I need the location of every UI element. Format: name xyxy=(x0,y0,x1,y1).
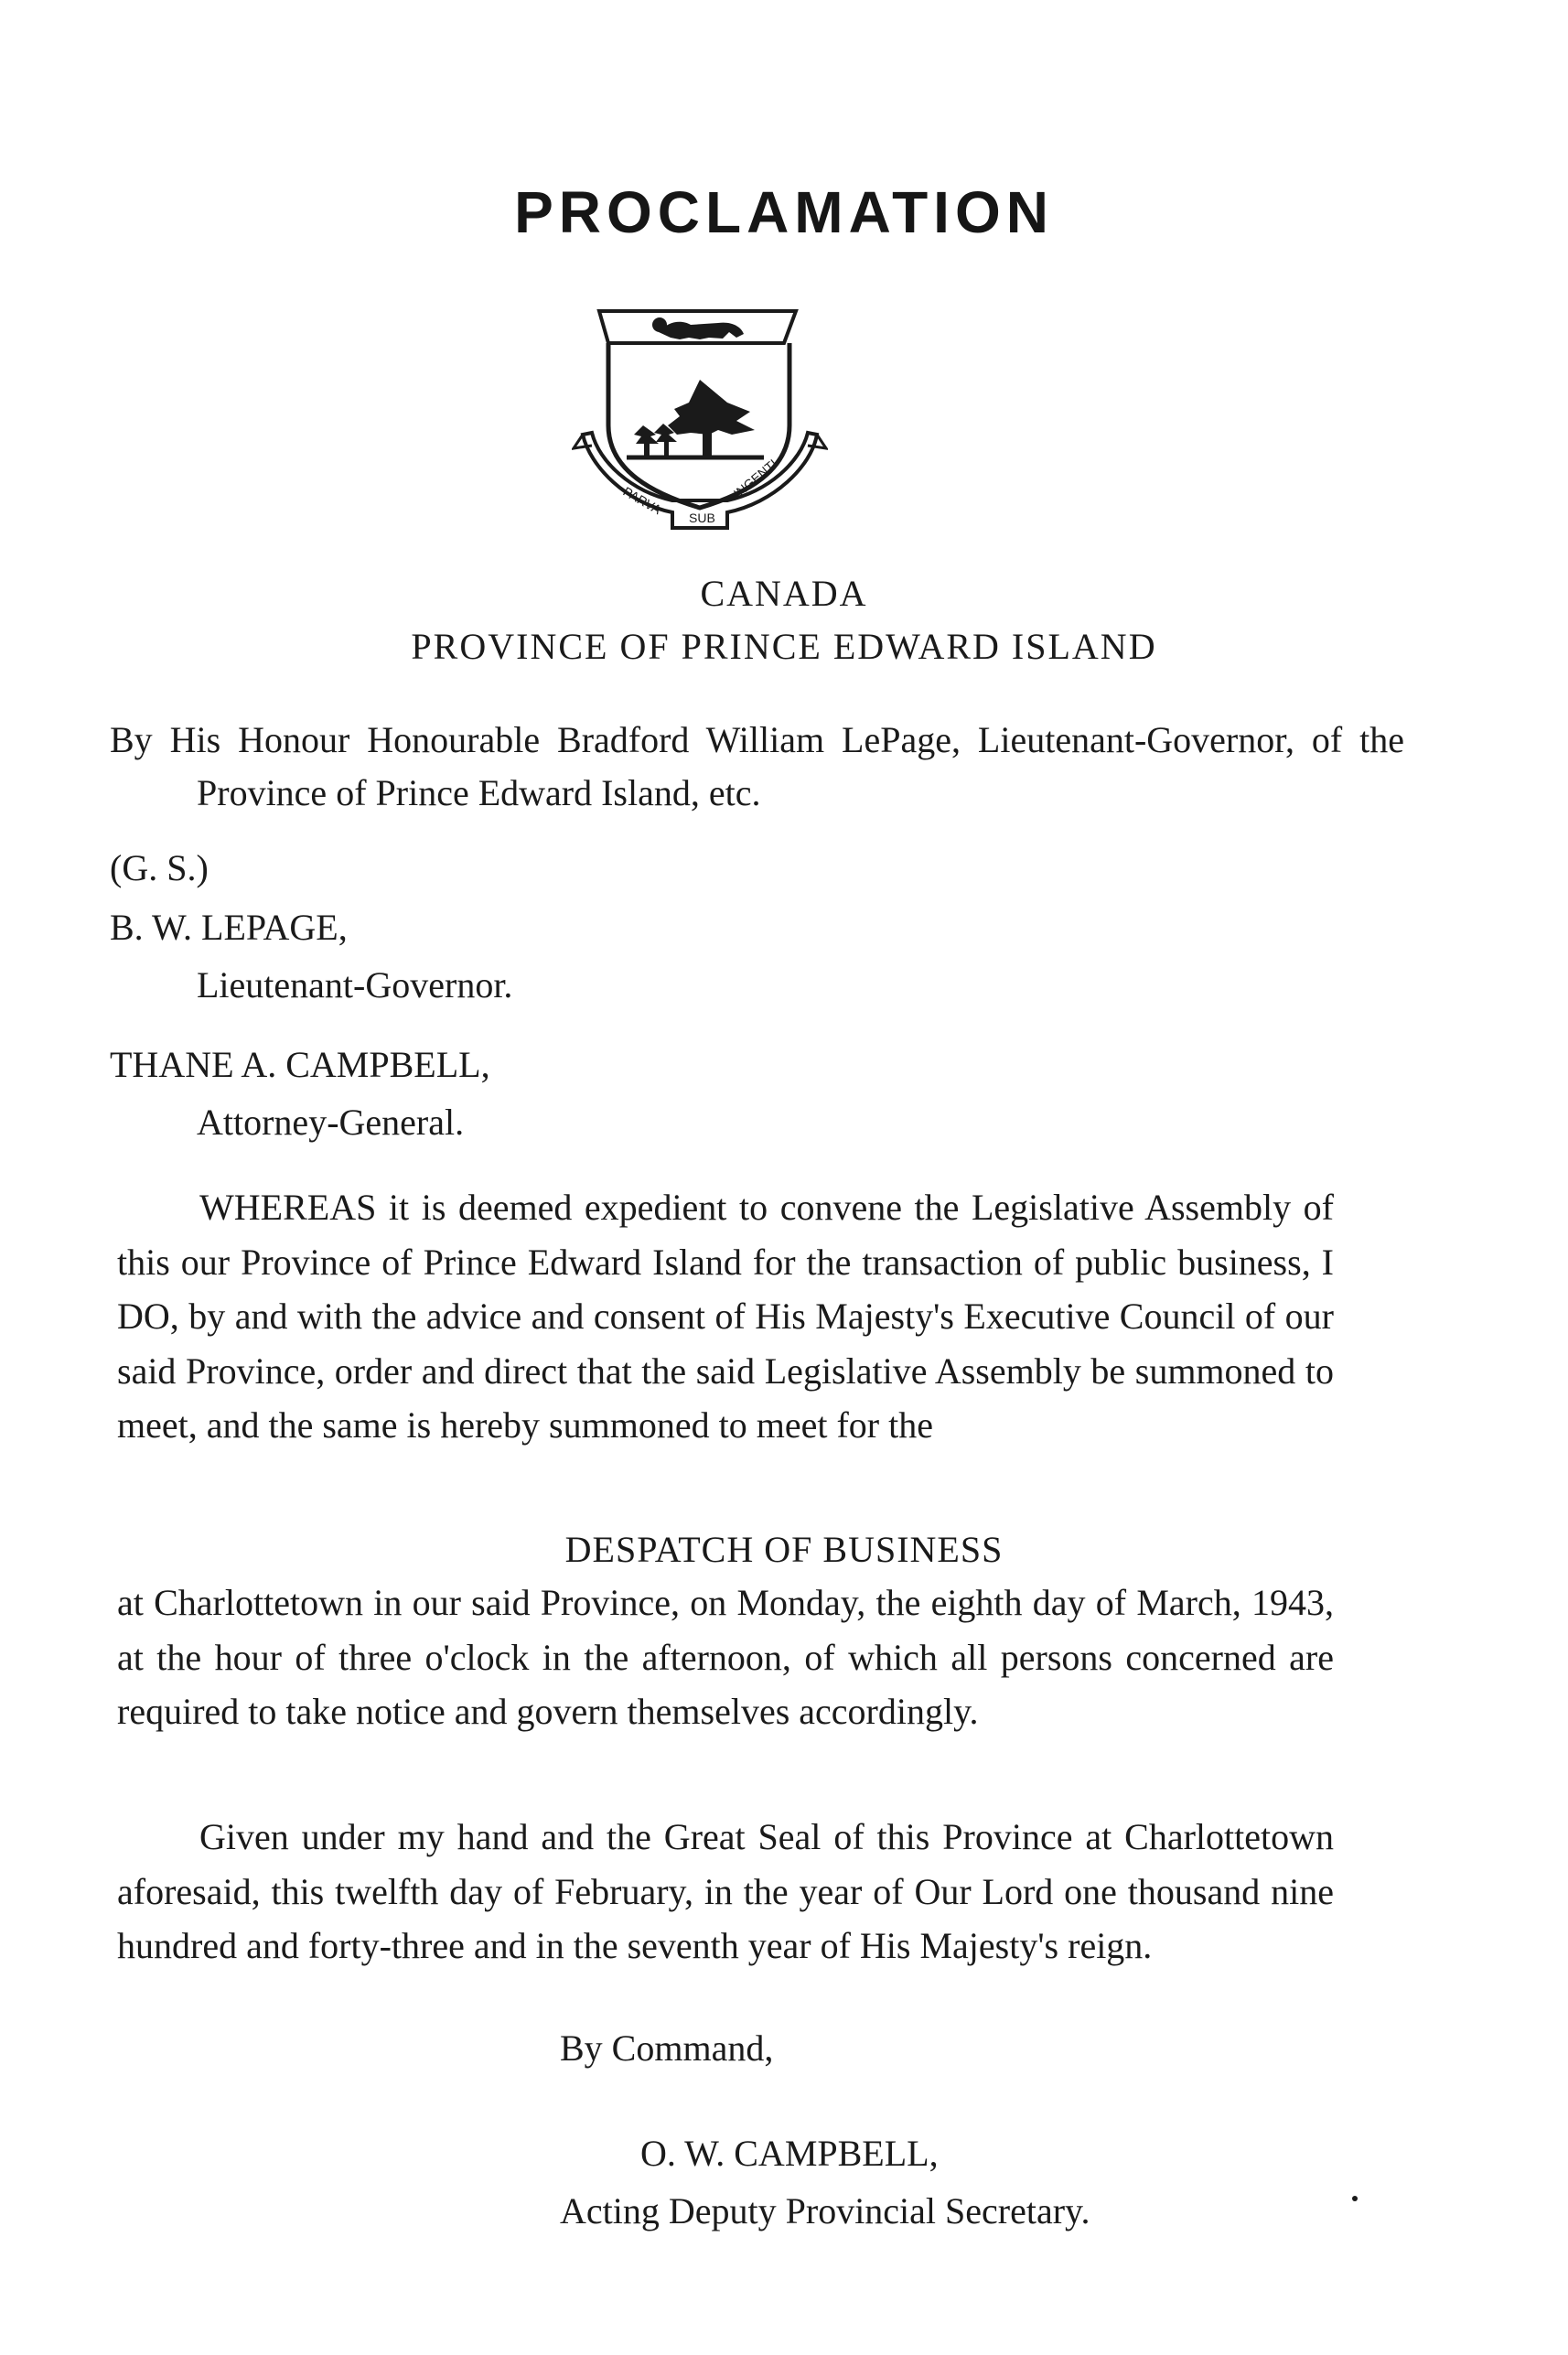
motto-word-1: PARVA xyxy=(620,483,664,518)
signatory-campbell-name: THANE A. CAMPBELL, xyxy=(110,1044,490,1085)
country-heading: CANADA xyxy=(700,573,868,614)
province-heading: PROVINCE OF PRINCE EDWARD ISLAND xyxy=(411,626,1157,667)
intro-paragraph: By His Honour Honourable Bradford William LePage, Lieutenant-Governor, of the Province of Prince Edward Island, etc. xyxy=(110,719,1404,813)
stray-dot xyxy=(1352,2196,1358,2201)
signatory-lepage-office: Lieutenant-Governor. xyxy=(197,964,513,1005)
signatory-lepage-name: B. W. LEPAGE, xyxy=(110,907,348,948)
signatory-o-campbell-name: O. W. CAMPBELL, xyxy=(640,2133,939,2174)
motto-word-2: SUB xyxy=(689,511,715,525)
despatch-heading: DESPATCH OF BUSINESS xyxy=(564,1529,1004,1570)
signatory-o-campbell-office: Acting Deputy Provincial Secretary. xyxy=(560,2190,1090,2231)
motto-word-3: INGENTI xyxy=(730,456,780,501)
by-command-label: By Command, xyxy=(560,2027,774,2069)
signatory-campbell-office: Attorney-General. xyxy=(197,1102,465,1143)
given-paragraph: Given under my hand and the Great Seal of this Province at Charlottetown aforesaid, this twelfth day of February, in the year of Our Lord one thousand nine hundred and forty-three and in the seventh year of His Majesty's reign. xyxy=(117,1816,1334,1966)
despatch-paragraph: at Charlottetown in our said Province, on Monday, the eighth day of March, 1943, at the hour of three o'clock in the afternoon, of which all persons concerned are required to take notice and govern themselves accordingly. xyxy=(117,1582,1334,1732)
page-title: PROCLAMATION xyxy=(514,179,1054,245)
great-seal-mark: (G. S.) xyxy=(110,847,209,888)
provincial-crest xyxy=(572,297,828,540)
whereas-paragraph: WHEREAS it is deemed expedient to convene the Legislative Assembly of this our Province of Prince Edward Island for the transaction of public business, I DO, by and with the advice and consent of His Majesty's Executive Council of our said Province, order and direct that the said Legislative Assembly be summoned to meet, and the same is hereby summoned to meet for the xyxy=(117,1187,1334,1446)
